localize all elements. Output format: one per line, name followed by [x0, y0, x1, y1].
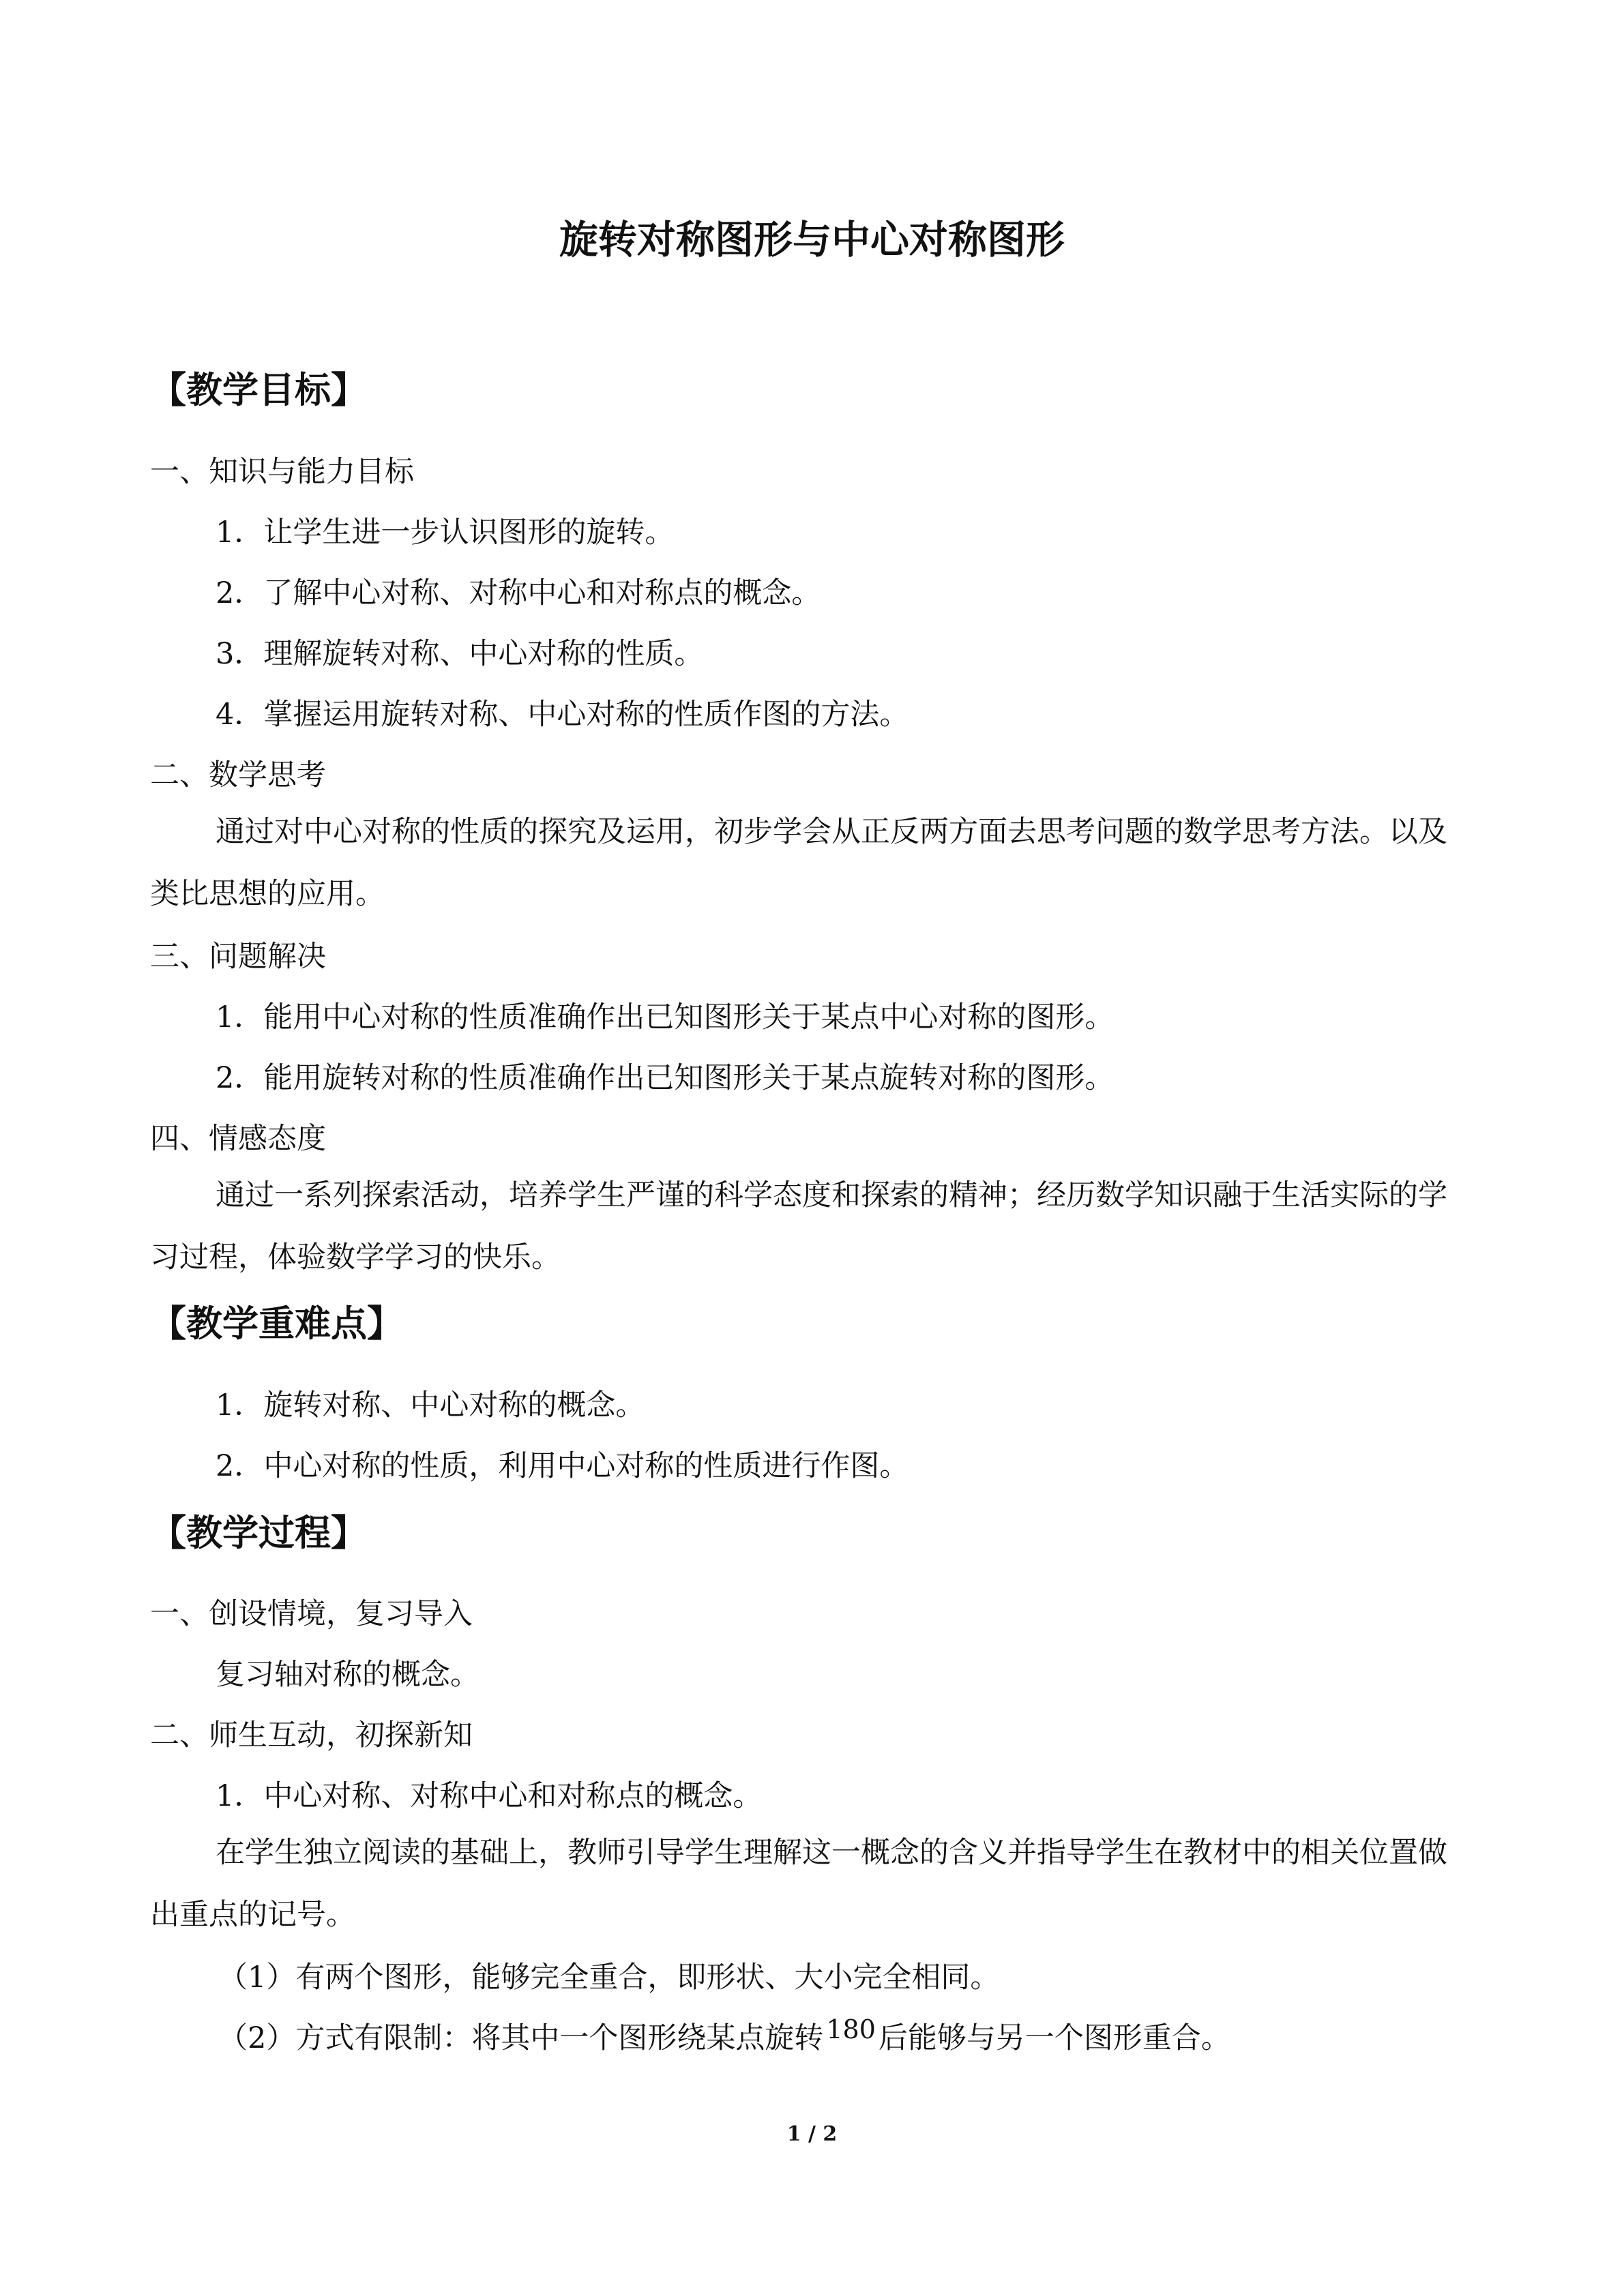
- intro-text: 复习轴对称的概念。: [216, 1658, 479, 1692]
- concept-paragraph: 在学生独立阅读的基础上，教师引导学生理解这一概念的含义并指导学生在教材中的相关位置做出重点的记号。: [150, 1836, 1447, 1932]
- problem-item-2: 2．能用旋转对称的性质准确作出已知图形关于某点旋转对称的图形。: [216, 1061, 1114, 1095]
- subheading-interaction: 二、师生互动，初探新知: [150, 1718, 473, 1753]
- subheading-intro: 一、创设情境，复习导入: [150, 1597, 473, 1631]
- concept-point-2-after: 后能够与另一个图形重合。: [878, 2021, 1230, 2055]
- objective-item-4: 4．掌握运用旋转对称、中心对称的性质作图的方法。: [216, 698, 909, 732]
- objective-item-1: 1．让学生进一步认识图形的旋转。: [216, 516, 675, 550]
- concept-item-1: 1．中心对称、对称中心和对称点的概念。: [216, 1779, 763, 1813]
- heading-objectives: 【教学目标】: [150, 369, 367, 411]
- heading-process: 【教学过程】: [150, 1512, 367, 1554]
- page-title: 旋转对称图形与中心对称图形: [559, 217, 1065, 263]
- concept-point-2: [218, 2014, 1230, 2055]
- concept-point-2-before: （2）方式有限制：将其中一个图形绕某点旋转: [218, 2021, 824, 2055]
- concept-point-1: （1）有两个图形，能够完全重合，即形状、大小完全相同。: [218, 1960, 1000, 1995]
- heading-keypoints: 【教学重难点】: [150, 1302, 403, 1345]
- objective-item-2: 2．了解中心对称、对称中心和对称点的概念。: [216, 576, 821, 610]
- keypoint-item-1: 1．旋转对称、中心对称的概念。: [216, 1388, 645, 1422]
- subheading-math-thinking: 二、数学思考: [150, 758, 326, 792]
- subheading-problem-solving: 三、问题解决: [150, 940, 326, 974]
- attitude-paragraph: 通过一系列探索活动，培养学生严谨的科学态度和探索的精神；经历数学知识融于生活实际的学习过程，体验数学学习的快乐。: [150, 1178, 1447, 1274]
- math-thinking-paragraph: 通过对中心对称的性质的探究及运用，初步学会从正反两方面去思考问题的数学思考方法。以及类比思想的应用。: [150, 815, 1447, 911]
- problem-item-1: 1．能用中心对称的性质准确作出已知图形关于某点中心对称的图形。: [216, 1000, 1114, 1034]
- keypoint-item-2: 2．中心对称的性质，利用中心对称的性质进行作图。: [216, 1449, 909, 1483]
- page-number: 1 / 2: [786, 2122, 838, 2146]
- objective-item-3: 3．理解旋转对称、中心对称的性质。: [216, 637, 704, 671]
- rotation-degree-number: 180: [826, 2014, 876, 2044]
- subheading-attitude: 四、情感态度: [150, 1122, 326, 1156]
- subheading-knowledge: 一、知识与能力目标: [150, 455, 414, 489]
